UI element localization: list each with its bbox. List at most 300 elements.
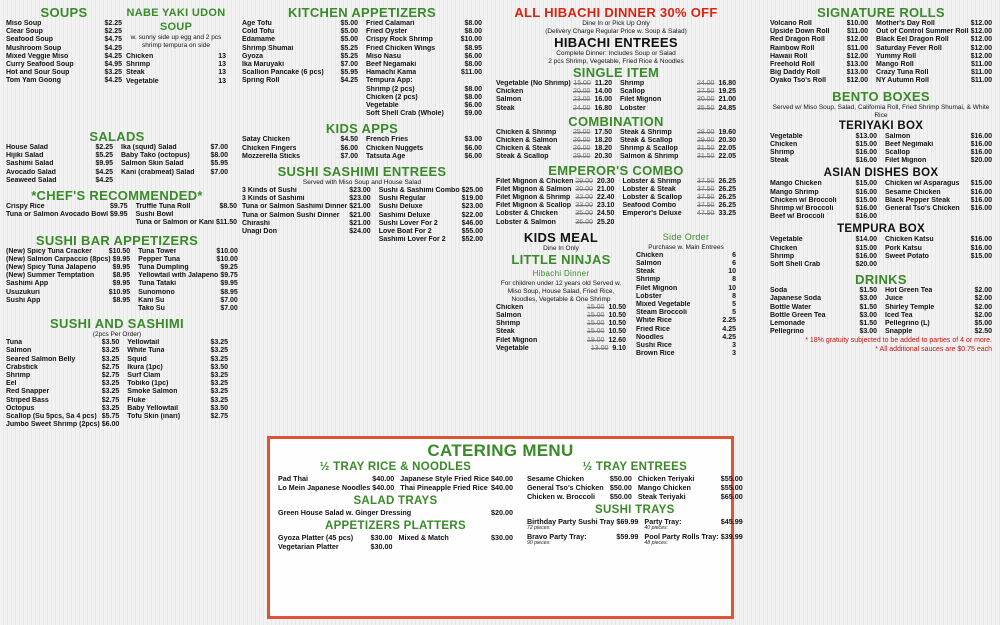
menu-item [366, 102, 482, 110]
menu-item-price: 2.25 [722, 317, 736, 325]
menu-item [496, 88, 612, 96]
menu-item-name: Ika Maruyaki [242, 61, 285, 69]
menu-item-price: 21.00 [718, 96, 736, 104]
menu-item-price: $15.00 [855, 180, 877, 188]
sushi-sashimi-title: SUSHI AND SASHIMI [50, 316, 184, 332]
menu-item-name: Truffle Tuna Roll [135, 203, 191, 211]
catering-item-price: $30.00 [490, 533, 513, 542]
gratuity-note: * 18% gratuity subjected to be added to parties of 4 or more. [805, 337, 992, 345]
menu-item-name: Steak [636, 268, 655, 276]
menu-item-name: Salmon [636, 260, 662, 268]
menu-item-price: $6.00 [464, 144, 482, 152]
menu-item [366, 136, 482, 144]
menu-item-name: Age Tofu [242, 20, 272, 27]
menu-item [242, 228, 371, 236]
menu-item-name: Sushi Deluxe [378, 203, 423, 211]
menu-item [620, 137, 736, 145]
menu-item [876, 77, 992, 85]
menu-item-name: Crispy Rock Shrimp [366, 36, 433, 44]
old-price: 24.00 [696, 80, 715, 87]
menu-item [636, 268, 736, 276]
menu-item [876, 61, 992, 69]
menu-item-price: $2.50 [974, 328, 992, 336]
menu-item-name: Chicken [126, 53, 154, 60]
menu-item [636, 285, 736, 293]
menu-item-name: Beef w/ Broccoli [770, 213, 825, 221]
catering-item-price: $55.00 [720, 483, 743, 492]
menu-item [885, 328, 992, 336]
old-price: 37.50 [696, 185, 715, 193]
catering-item-price: $39.99 [720, 531, 743, 541]
menu-item-name: Bottle Green Tea [770, 311, 826, 319]
menu-item-name: Sunomono [138, 288, 175, 296]
drinks-title: DRINKS [855, 272, 907, 288]
menu-item [770, 45, 868, 53]
menu-item [6, 380, 119, 388]
menu-item [127, 413, 228, 421]
hibachi-title: HIBACHI ENTREES [554, 35, 678, 50]
menu-item-name: Striped Bass [6, 396, 49, 404]
menu-item-name: Lobster [620, 104, 646, 112]
sushi-bar-title: SUSHI BAR APPETIZERS [35, 232, 199, 248]
bento-sub: Served w/ Miso Soup, Salad, California Roll, Fried Shrimp Shumai, & White Rice [772, 103, 990, 119]
menu-item [885, 236, 992, 244]
menu-item-price: $1.50 [859, 320, 877, 328]
menu-item [366, 61, 482, 69]
catering-item-name: Lo Mein Japanese Noodles [278, 483, 371, 492]
menu-item-name: Tom Yam Goong [6, 77, 61, 85]
menu-item [6, 280, 130, 288]
menu-item-name: Tempura App: [366, 77, 413, 85]
menu-item-price: $6.00 [101, 421, 120, 429]
salad-trays-title: SALAD TRAYS [353, 495, 438, 507]
menu-item-name: Tako Su [138, 305, 165, 313]
menu-item-name: White Tuna [127, 347, 165, 355]
menu-item [242, 61, 358, 69]
menu-item [496, 304, 626, 312]
menu-item [636, 293, 736, 301]
menu-item-price: 16.80 [718, 80, 736, 87]
menu-item [496, 145, 612, 153]
menu-item-name: Chicken Nuggets [366, 144, 424, 152]
menu-item-price: $2.75 [101, 372, 120, 380]
menu-item-name: Chicken [496, 88, 524, 96]
signature-section [770, 6, 992, 621]
menu-item [242, 136, 358, 144]
menu-item-name: Shrimp [6, 372, 31, 380]
menu-item-name: Salmon [496, 96, 522, 104]
menu-item-price: 12.60 [608, 336, 626, 344]
menu-item-price: $13.00 [846, 61, 869, 69]
menu-item [620, 153, 736, 161]
catering-item-name: Gyoza Platter (45 pcs) [278, 533, 354, 542]
menu-item [127, 356, 228, 364]
menu-item-price: $23.00 [349, 195, 371, 203]
menu-item-price: $8.00 [464, 28, 482, 36]
menu-item-name: Salmon Skin Salad [121, 160, 184, 168]
menu-item-name: Sushi Bowl [135, 211, 174, 219]
menu-item-price: 16.80 [594, 104, 612, 112]
menu-item-price: $4.25 [95, 168, 113, 176]
menu-item-price: $5.95 [340, 69, 358, 77]
menu-item-price: $21.00 [349, 219, 371, 227]
menu-item-price: $12.00 [970, 20, 992, 27]
old-price: 15.00 [586, 303, 605, 311]
menu-item-name: Seafood Combo [622, 202, 677, 210]
menu-item-name: Scallop [885, 149, 910, 157]
menu-item-name: Vegetable [126, 77, 159, 85]
menu-item [242, 220, 371, 228]
menu-item [770, 53, 868, 61]
menu-item-price: $3.25 [210, 347, 228, 355]
menu-item-price: $2.00 [974, 303, 992, 311]
menu-item-name: Surf Clam [127, 372, 161, 380]
menu-item-price: 10.50 [608, 328, 626, 336]
menu-item-name: Unagi Don [242, 228, 277, 236]
catering-item [400, 474, 513, 483]
menu-item-name: Sushi Lover For 2 [378, 219, 438, 227]
menu-item-price: $3.50 [210, 404, 228, 412]
menu-item-name: Tuna or Salmon Sushi Dinner [242, 211, 340, 219]
menu-item-price: $8.00 [464, 61, 482, 69]
old-price: 32.00 [575, 194, 593, 202]
menu-item [6, 264, 130, 272]
side-sub: Purchase w. Main Entrees [648, 243, 724, 251]
menu-item-price: $3.25 [210, 372, 228, 380]
menu-item [6, 421, 119, 429]
menu-item-name: Steak [496, 328, 515, 336]
catering-item-name: Steak Teriyaki [637, 492, 686, 501]
catering-item-price: $50.00 [609, 474, 632, 483]
menu-item [6, 397, 119, 405]
menu-item [6, 203, 128, 211]
menu-item-price: $8.00 [464, 93, 482, 101]
menu-item-price: 3 [732, 350, 736, 358]
side-title: Side Order [662, 231, 710, 242]
menu-item [876, 20, 992, 28]
menu-item-name: Tuna Dumpling [138, 264, 189, 272]
menu-item [121, 169, 228, 177]
menu-item [885, 149, 992, 157]
menu-item [622, 178, 736, 186]
menu-item-price: $12.00 [846, 77, 869, 85]
menu-item-name: Mother's Day Roll [876, 20, 935, 27]
old-price: 29.00 [696, 137, 715, 145]
menu-item-price: 26.25 [718, 202, 736, 210]
old-price: 18.00 [586, 336, 605, 344]
menu-item [770, 205, 877, 213]
menu-item-price: $21.00 [349, 211, 371, 219]
menu-item-price: $12.00 [846, 52, 869, 60]
menu-item-price: 10.50 [608, 312, 626, 320]
menu-item-price: $3.00 [859, 328, 877, 336]
menu-item [636, 342, 736, 350]
menu-item-name: Red Snapper [6, 388, 50, 396]
menu-item-name: (New) Spicy Tuna Cracker [6, 247, 92, 255]
menu-item-name: Fried Rice [636, 325, 670, 333]
menu-item-name: Japanese Soda [770, 295, 821, 303]
menu-item [379, 203, 483, 211]
menu-item [496, 194, 614, 202]
menu-item [876, 36, 992, 44]
catering-item-price: $50.00 [609, 492, 632, 501]
menu-item-name: Octopus [6, 404, 35, 412]
menu-item [496, 129, 612, 137]
menu-item-price: $4.75 [104, 36, 122, 44]
catering-item [527, 492, 632, 501]
catering-item-price: $40.00 [372, 474, 395, 483]
menu-item-name: Squid [127, 355, 147, 363]
menu-item-name: Yummy Roll [876, 52, 917, 60]
menu-item-name: French Fries [366, 136, 409, 144]
menu-item-price: $16.00 [855, 205, 877, 213]
menu-item-name: Lobster & Scallop [622, 194, 682, 202]
menu-item-name: Vegetable [496, 344, 529, 352]
salads-section [6, 129, 238, 621]
menu-item-price: $10.00 [846, 20, 869, 27]
menu-item-price: $15.00 [970, 252, 992, 260]
menu-item-price: 8 [732, 292, 736, 300]
menu-item-price: $20.00 [970, 157, 992, 165]
menu-item-name: Lobster & Salmon [496, 218, 556, 226]
old-price: 31.50 [696, 145, 715, 153]
menu-item-price: $12.00 [846, 36, 869, 44]
menu-item-name: Filet Mignon [496, 336, 538, 344]
menu-item-price: $9.00 [464, 110, 482, 118]
menu-item [885, 312, 992, 320]
menu-item [127, 380, 228, 388]
menu-item-name: Sashimi Deluxe [378, 211, 431, 219]
menu-item-name: Sweet Potato [885, 252, 929, 260]
menu-item [876, 53, 992, 61]
menu-item [136, 219, 237, 227]
nabe-title: NABE YAKI UDON SOUP [126, 7, 226, 33]
menu-item-price: $12.00 [970, 36, 992, 44]
catering-item-price: $65.00 [720, 492, 743, 501]
menu-item [6, 413, 119, 421]
menu-item-price: 22.05 [718, 153, 736, 161]
menu-item-price: $3.25 [210, 380, 228, 388]
menu-item [242, 195, 371, 203]
teriyaki-title: TERIYAKI BOX [838, 119, 924, 132]
menu-item-price: 24.85 [718, 104, 736, 112]
menu-item-price: 18.20 [594, 137, 612, 145]
menu-item-name: Vegetable (No Shrimp) [496, 80, 571, 87]
menu-item-name: Rainbow Roll [770, 44, 815, 52]
menu-item-name: Chicken w/ Asparagus [885, 180, 960, 188]
menu-item [242, 153, 358, 161]
menu-item-name: Mozzerella Sticks [242, 152, 300, 160]
tray-count: 72 pieces: [526, 525, 551, 531]
menu-item-name: Cold Tofu [242, 28, 275, 36]
menu-item-price: $9.75 [220, 272, 238, 280]
catering-item [527, 483, 632, 492]
menu-item-price: $16.00 [970, 149, 992, 157]
menu-item [885, 245, 992, 253]
tray-count: 90 pieces: [526, 539, 551, 546]
menu-item-price: $2.25 [104, 20, 122, 27]
catering-item-name: Green House Salad w. Ginger Dressing [278, 508, 412, 517]
catering-item-price: $59.99 [616, 531, 639, 541]
menu-item [885, 205, 992, 213]
menu-item-name: Steak [496, 104, 515, 112]
menu-item-price: $3.00 [859, 311, 877, 319]
menu-item [876, 69, 992, 77]
menu-item-name: Love Boat For 2 [378, 228, 432, 236]
menu-item-name: Filet Mignon & Shrimp [496, 194, 571, 202]
menu-item-price: 33.25 [718, 210, 736, 218]
menu-item-price: 19.60 [718, 128, 736, 136]
menu-item [379, 195, 483, 203]
menu-item [496, 80, 612, 88]
menu-item-name: 3 Kinds of Sashimi [242, 195, 305, 203]
menu-item-price: $12.00 [970, 28, 992, 36]
menu-item [885, 295, 992, 303]
menu-item-price: $11.00 [970, 61, 992, 69]
menu-item [121, 152, 228, 160]
menu-item [6, 177, 113, 185]
catering-item-name: Japanese Style Fried Rice [400, 474, 489, 483]
menu-item-name: Oyako Tso's Roll [770, 77, 826, 85]
menu-item [127, 388, 228, 396]
menu-item-price: $3.25 [101, 404, 120, 412]
menu-item-price: $8.95 [112, 296, 131, 304]
menu-item-name: Scallion Pancake (6 pcs) [242, 69, 324, 77]
menu-item-name: NY Autumn Roll [876, 77, 929, 85]
menu-item-name: Shrimp [770, 252, 795, 260]
menu-item [496, 210, 614, 218]
menu-item [6, 152, 113, 160]
menu-item-price: $3.25 [210, 396, 228, 404]
menu-item-name: Shrimp (2 pcs) [366, 85, 415, 93]
menu-item [127, 347, 228, 355]
menu-item-name: Tuna [6, 339, 23, 347]
menu-item-name: Sushi App [6, 296, 41, 304]
menu-item-name: Filet Mignon & Chicken [496, 177, 574, 185]
menu-item-price: $15.00 [855, 244, 877, 252]
catering-item-price: $30.00 [370, 542, 393, 551]
menu-item-name: Sashimi Lover For 2 [378, 236, 446, 244]
menu-item [770, 28, 868, 36]
menu-item [127, 339, 228, 347]
old-price: 37.50 [696, 202, 715, 210]
menu-item-price: $16.00 [970, 244, 992, 252]
menu-item [6, 297, 130, 305]
catering-item-name: General Tso's Chicken [526, 483, 604, 492]
old-price: 15.00 [586, 328, 605, 336]
menu-item-price: $6.00 [464, 52, 482, 60]
menu-item [770, 328, 877, 336]
old-price: 37.50 [696, 194, 715, 202]
menu-item-price: 26.25 [718, 177, 736, 185]
menu-item [496, 337, 626, 345]
menu-item [885, 304, 992, 312]
old-price: 27.50 [696, 88, 715, 96]
menu-item-price: $7.00 [220, 296, 238, 304]
menu-item-name: Mango Roll [876, 61, 914, 69]
catering-item-price: $20.00 [490, 508, 513, 517]
menu-item [885, 157, 992, 165]
menu-item-price: 19.25 [718, 88, 736, 96]
sushi-sashimi-sub: (2pcs Per Order) [92, 331, 142, 339]
menu-item-name: Shrimp & Scallop [620, 145, 678, 153]
menu-item-name: Beef Negamaki [366, 61, 417, 69]
menu-item-name: Shrimp [126, 61, 151, 69]
tray-count: 48 pieces: [644, 539, 669, 546]
menu-item [366, 20, 482, 28]
kids-meal-title: KIDS MEAL [523, 229, 599, 245]
menu-item-name: Crazy Tuna Roll [876, 69, 929, 77]
menu-item [770, 253, 877, 261]
menu-item-price: $2.00 [974, 295, 992, 303]
menu-item [770, 295, 877, 303]
menu-item [242, 77, 358, 85]
menu-item [636, 252, 736, 260]
asian-title: ASIAN DISHES BOX [823, 167, 939, 180]
menu-item [620, 129, 736, 137]
menu-item-price: $11.00 [970, 69, 992, 77]
old-price: 13.00 [590, 344, 609, 352]
menu-item [770, 261, 877, 269]
catering-item [278, 542, 392, 551]
menu-item-price: $20.00 [855, 261, 877, 269]
menu-item-price: $5.25 [340, 44, 358, 52]
soups-title: SOUPS [40, 5, 88, 20]
old-price: 15.00 [573, 80, 591, 87]
menu-item-price: $6.00 [464, 102, 482, 110]
menu-item-name: Iced Tea [885, 311, 913, 319]
menu-item [6, 45, 122, 53]
menu-item-name: Gyoza [242, 52, 264, 60]
menu-item [770, 77, 868, 85]
menu-item-price: $7.00 [210, 144, 228, 151]
menu-item-name: Steak & Shrimp [620, 128, 672, 136]
menu-item [770, 133, 877, 141]
menu-item-price: 10 [728, 284, 736, 292]
menu-item [366, 53, 482, 61]
menu-item-name: General Tso's Chicken [885, 205, 960, 213]
menu-item-name: Saturday Fever Roll [876, 44, 942, 52]
old-price: 23.00 [572, 96, 591, 104]
menu-item-name: Seafood Soup [6, 36, 54, 44]
menu-item-name: Mango Chicken [770, 180, 822, 188]
menu-item-name: Usuzukuri [6, 288, 40, 296]
menu-item-name: Shirley Temple [885, 303, 935, 311]
menu-item-name: Tuna or Salmon Sashimi Dinner [242, 203, 348, 211]
menu-item [379, 236, 483, 244]
menu-item-price: $5.25 [95, 152, 113, 160]
signature-title: SIGNATURE ROLLS [817, 5, 945, 20]
menu-item [6, 339, 119, 347]
menu-item-price: $5.00 [974, 320, 992, 328]
menu-item-name: Upside Down Roll [770, 28, 830, 36]
catering-item [638, 474, 743, 483]
menu-item-price: 23.10 [596, 202, 615, 210]
menu-item-name: (New) Spicy Tuna Jalapeno [6, 264, 97, 272]
menu-item-price: $3.25 [101, 347, 120, 355]
menu-item-price: $5.00 [340, 36, 358, 44]
menu-item-price: 5 [732, 309, 736, 317]
catering-item [278, 533, 392, 542]
menu-item [127, 405, 228, 413]
menu-item-name: Out of Control Summer Roll [876, 28, 969, 36]
menu-item-price: $23.00 [349, 187, 371, 195]
menu-item [636, 260, 736, 268]
catering-item-name: Mixed & Match [398, 533, 449, 542]
menu-item-price: 22.05 [718, 145, 736, 153]
menu-item-price: $11.00 [846, 28, 869, 36]
menu-item-price: $3.25 [101, 355, 120, 363]
